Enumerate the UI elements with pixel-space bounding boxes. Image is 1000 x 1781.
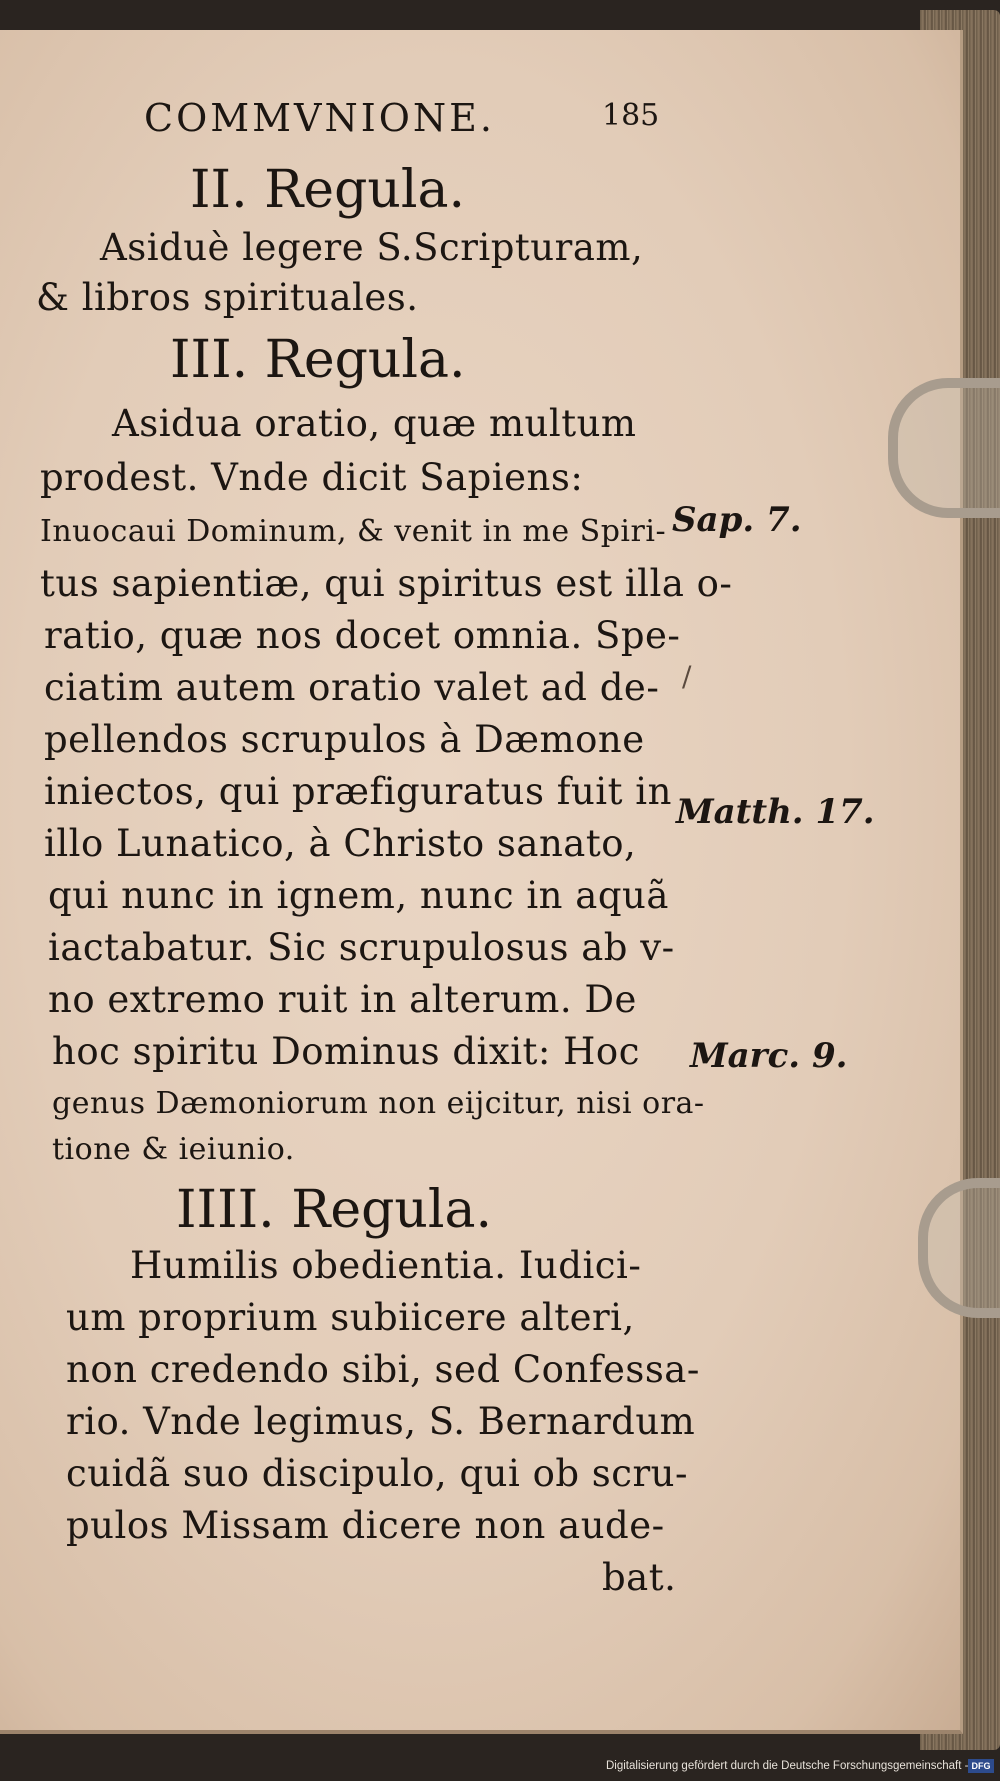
text-line: rio. Vnde legimus, S. Bernardum [66, 1400, 696, 1443]
text-line: tus sapientiæ, qui spiritus est illa o- [40, 562, 733, 605]
text-line: & libros spirituales. [36, 276, 419, 319]
page-clip-top [888, 378, 1000, 518]
text-line: ratio, quæ nos docet omnia. Spe- [44, 614, 681, 657]
text-line: um proprium subiicere alteri, [66, 1296, 635, 1339]
section-heading: II. Regula. [190, 160, 466, 220]
text-line: prodest. Vnde dicit Sapiens: [40, 456, 584, 499]
text-line: hoc spiritu Dominus dixit: Hoc [52, 1030, 640, 1073]
marginal-note: Sap. 7. [672, 500, 802, 540]
text-line: qui nunc in ignem, nunc in aquã [48, 874, 669, 917]
text-line: Asiduè legere S.Scripturam, [100, 226, 644, 269]
running-title: COMMVNIONE. [144, 96, 495, 140]
page-number: 185 [602, 98, 660, 133]
text-line: ciatim autem oratio valet ad de- [44, 666, 660, 709]
marginal-note: Matth. 17. [676, 792, 875, 832]
text-line: cuidã suo discipulo, qui ob scru- [66, 1452, 689, 1495]
text-line: pellendos scrupulos à Dæmone [44, 718, 645, 761]
text-line: Inuocaui Dominum, & venit in me Spiri- [40, 514, 667, 549]
text-line: no extremo ruit in alterum. De [48, 978, 637, 1021]
text-line: pulos Missam dicere non aude- [66, 1504, 665, 1547]
text-line: iactabatur. Sic scrupulosus ab v- [48, 926, 675, 969]
dfg-logo: DFG [968, 1759, 994, 1773]
pen-mark: / [682, 660, 692, 693]
digitization-credit: Digitalisierung gefördert durch die Deutsche Forschungsgemeinschaft - [606, 1760, 969, 1772]
section-heading: IIII. Regula. [176, 1180, 493, 1240]
section-heading: III. Regula. [170, 330, 466, 390]
text-line: illo Lunatico, à Christo sanato, [44, 822, 637, 865]
text-line: tione & ieiunio. [52, 1132, 295, 1167]
text-line: Humilis obedientia. Iudici- [130, 1244, 642, 1287]
text-line: non credendo sibi, sed Confessa- [66, 1348, 700, 1391]
text-line: Asidua oratio, quæ multum [112, 402, 637, 445]
text-line: iniectos, qui præfiguratus fuit in [44, 770, 672, 813]
text-line: bat. [602, 1556, 677, 1599]
marginal-note: Marc. 9. [690, 1036, 848, 1076]
text-line: genus Dæmoniorum non eijcitur, nisi ora- [52, 1086, 705, 1121]
